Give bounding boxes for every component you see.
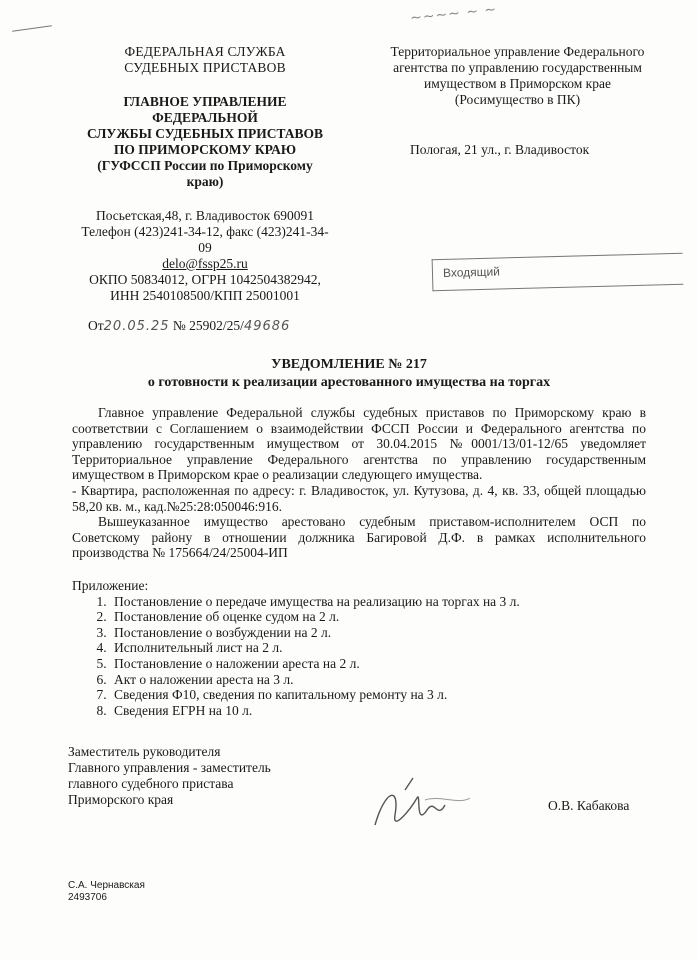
executor-info (68, 880, 145, 904)
sender-codes: ОКПО 50834012, ОГРН 1042504382942, (89, 272, 321, 287)
notice-title: УВЕДОМЛЕНИЕ № 217 (271, 357, 427, 372)
position-line: Заместитель руководителя (68, 744, 221, 759)
notice-body (72, 405, 646, 561)
out-prefix: От (88, 318, 104, 333)
handwritten-number: 49686 (243, 319, 291, 334)
annex-item: 5. Постановление о наложении ареста на 2 л. (110, 656, 646, 672)
handwritten-resolution: ~~~~ ~ ~ (409, 1, 498, 27)
sender-block (60, 44, 350, 335)
annex-item: 6. Акт о наложении ареста на 3 л. (110, 672, 646, 688)
sender-phone-cont: 09 (198, 240, 212, 255)
department-name (60, 94, 350, 190)
annex-block (72, 578, 646, 718)
outgoing-number (60, 318, 350, 335)
dept-line: СЛУЖБЫ СУДЕБНЫХ ПРИСТАВОВ (86, 126, 324, 141)
annex-item: 1. Постановление о передаче имущества на реализацию на торгах на 3 л. (110, 594, 646, 610)
incoming-stamp (432, 253, 684, 292)
annex-item: 2. Постановление об оценке судом на 2 л. (110, 609, 646, 625)
agency-name-line1: ФЕДЕРАЛЬНАЯ СЛУЖБА (124, 44, 286, 59)
annex-item: 4. Исполнительный лист на 2 л. (110, 640, 646, 656)
stamp-text: Входящий (442, 264, 501, 280)
position-line: главного судебного пристава (68, 776, 234, 791)
recipient-line: (Росимущество в ПК) (454, 92, 581, 107)
dept-line: (ГУФССП России по Приморскому (97, 158, 313, 173)
sender-codes-cont: ИНН 2540108500/КПП 25001001 (110, 288, 300, 303)
annex-item: 3. Постановление о возбуждении на 2 л. (110, 625, 646, 641)
notice-title-block (0, 356, 698, 392)
recipient-block (375, 44, 660, 108)
annex-item: 7. Сведения Ф10, сведения по капитальному ремонту на 3 л. (110, 687, 646, 703)
body-paragraph-2: - Квартира, расположенная по адресу: г. Владивосток, ул. Кутузова, д. 4, кв. 33, общей площадью 58,20 кв. м., кад.№25:28:050046:916. (72, 482, 646, 514)
sender-address: Посьетская,48, г. Владивосток 690091 (95, 208, 315, 223)
signatory-name: О.В. Кабакова (548, 798, 630, 813)
sender-contacts (60, 208, 350, 304)
executor-phone: 2493706 (68, 892, 107, 903)
dept-line: ПО ПРИМОРСКОМУ КРАЮ (113, 142, 297, 157)
executor-name: С.А. Чернавская (68, 880, 145, 891)
handwritten-signature-icon (365, 770, 475, 840)
sender-phone: Телефон (423)241-34-12, факс (423)241-34- (81, 224, 329, 239)
recipient-line: Территориальное управление Федерального (390, 44, 645, 59)
body-paragraph-1: Главное управление Федеральной службы судебных приставов по Приморскому краю в соответствии с Соглашением о взаимодействии ФССП России и Федерального агентства по управлению государственным имуществом от 30.04.2015 №0001/13/01-12/65 уведомляет Территориальное управление Федерального агентства по управлению государственным имуществом в Приморском крае о реализации следующего имущества. (72, 405, 646, 483)
signatory-position (68, 744, 271, 808)
sender-email-link[interactable]: delo@fssp25.ru (162, 256, 248, 271)
annex-item: 8. Сведения ЕГРН на 10 л. (110, 703, 646, 719)
margin-mark (12, 25, 52, 32)
recipient-line: имуществом в Приморском крае (424, 76, 611, 91)
body-paragraph-3: Вышеуказанное имущество арестовано судебным приставом-исполнителем ОСП по Советскому району в отношении должника Багировой Д.Ф. в рамках исполнительного производства № 175664/24/25004-ИП (72, 514, 646, 561)
dept-line: ГЛАВНОЕ УПРАВЛЕНИЕ (123, 94, 287, 109)
handwritten-date: 20.05.25 (103, 319, 170, 334)
notice-subtitle: о готовности к реализации арестованного имущества на торгах (147, 375, 551, 390)
dept-line: краю) (186, 174, 224, 189)
dept-line: ФЕДЕРАЛЬНОЙ (152, 110, 258, 125)
position-line: Приморского края (68, 792, 174, 807)
recipient-line: агентства по управлению государственным (393, 60, 642, 75)
position-line: Главного управления - заместитель (68, 760, 271, 775)
out-number: № 25902/25/ (172, 318, 244, 333)
recipient-address: Пологая, 21 ул., г. Владивосток (410, 142, 590, 157)
annex-heading: Приложение: (72, 578, 149, 593)
annex-list (72, 594, 646, 719)
agency-name-line2: СУДЕБНЫХ ПРИСТАВОВ (124, 60, 286, 75)
